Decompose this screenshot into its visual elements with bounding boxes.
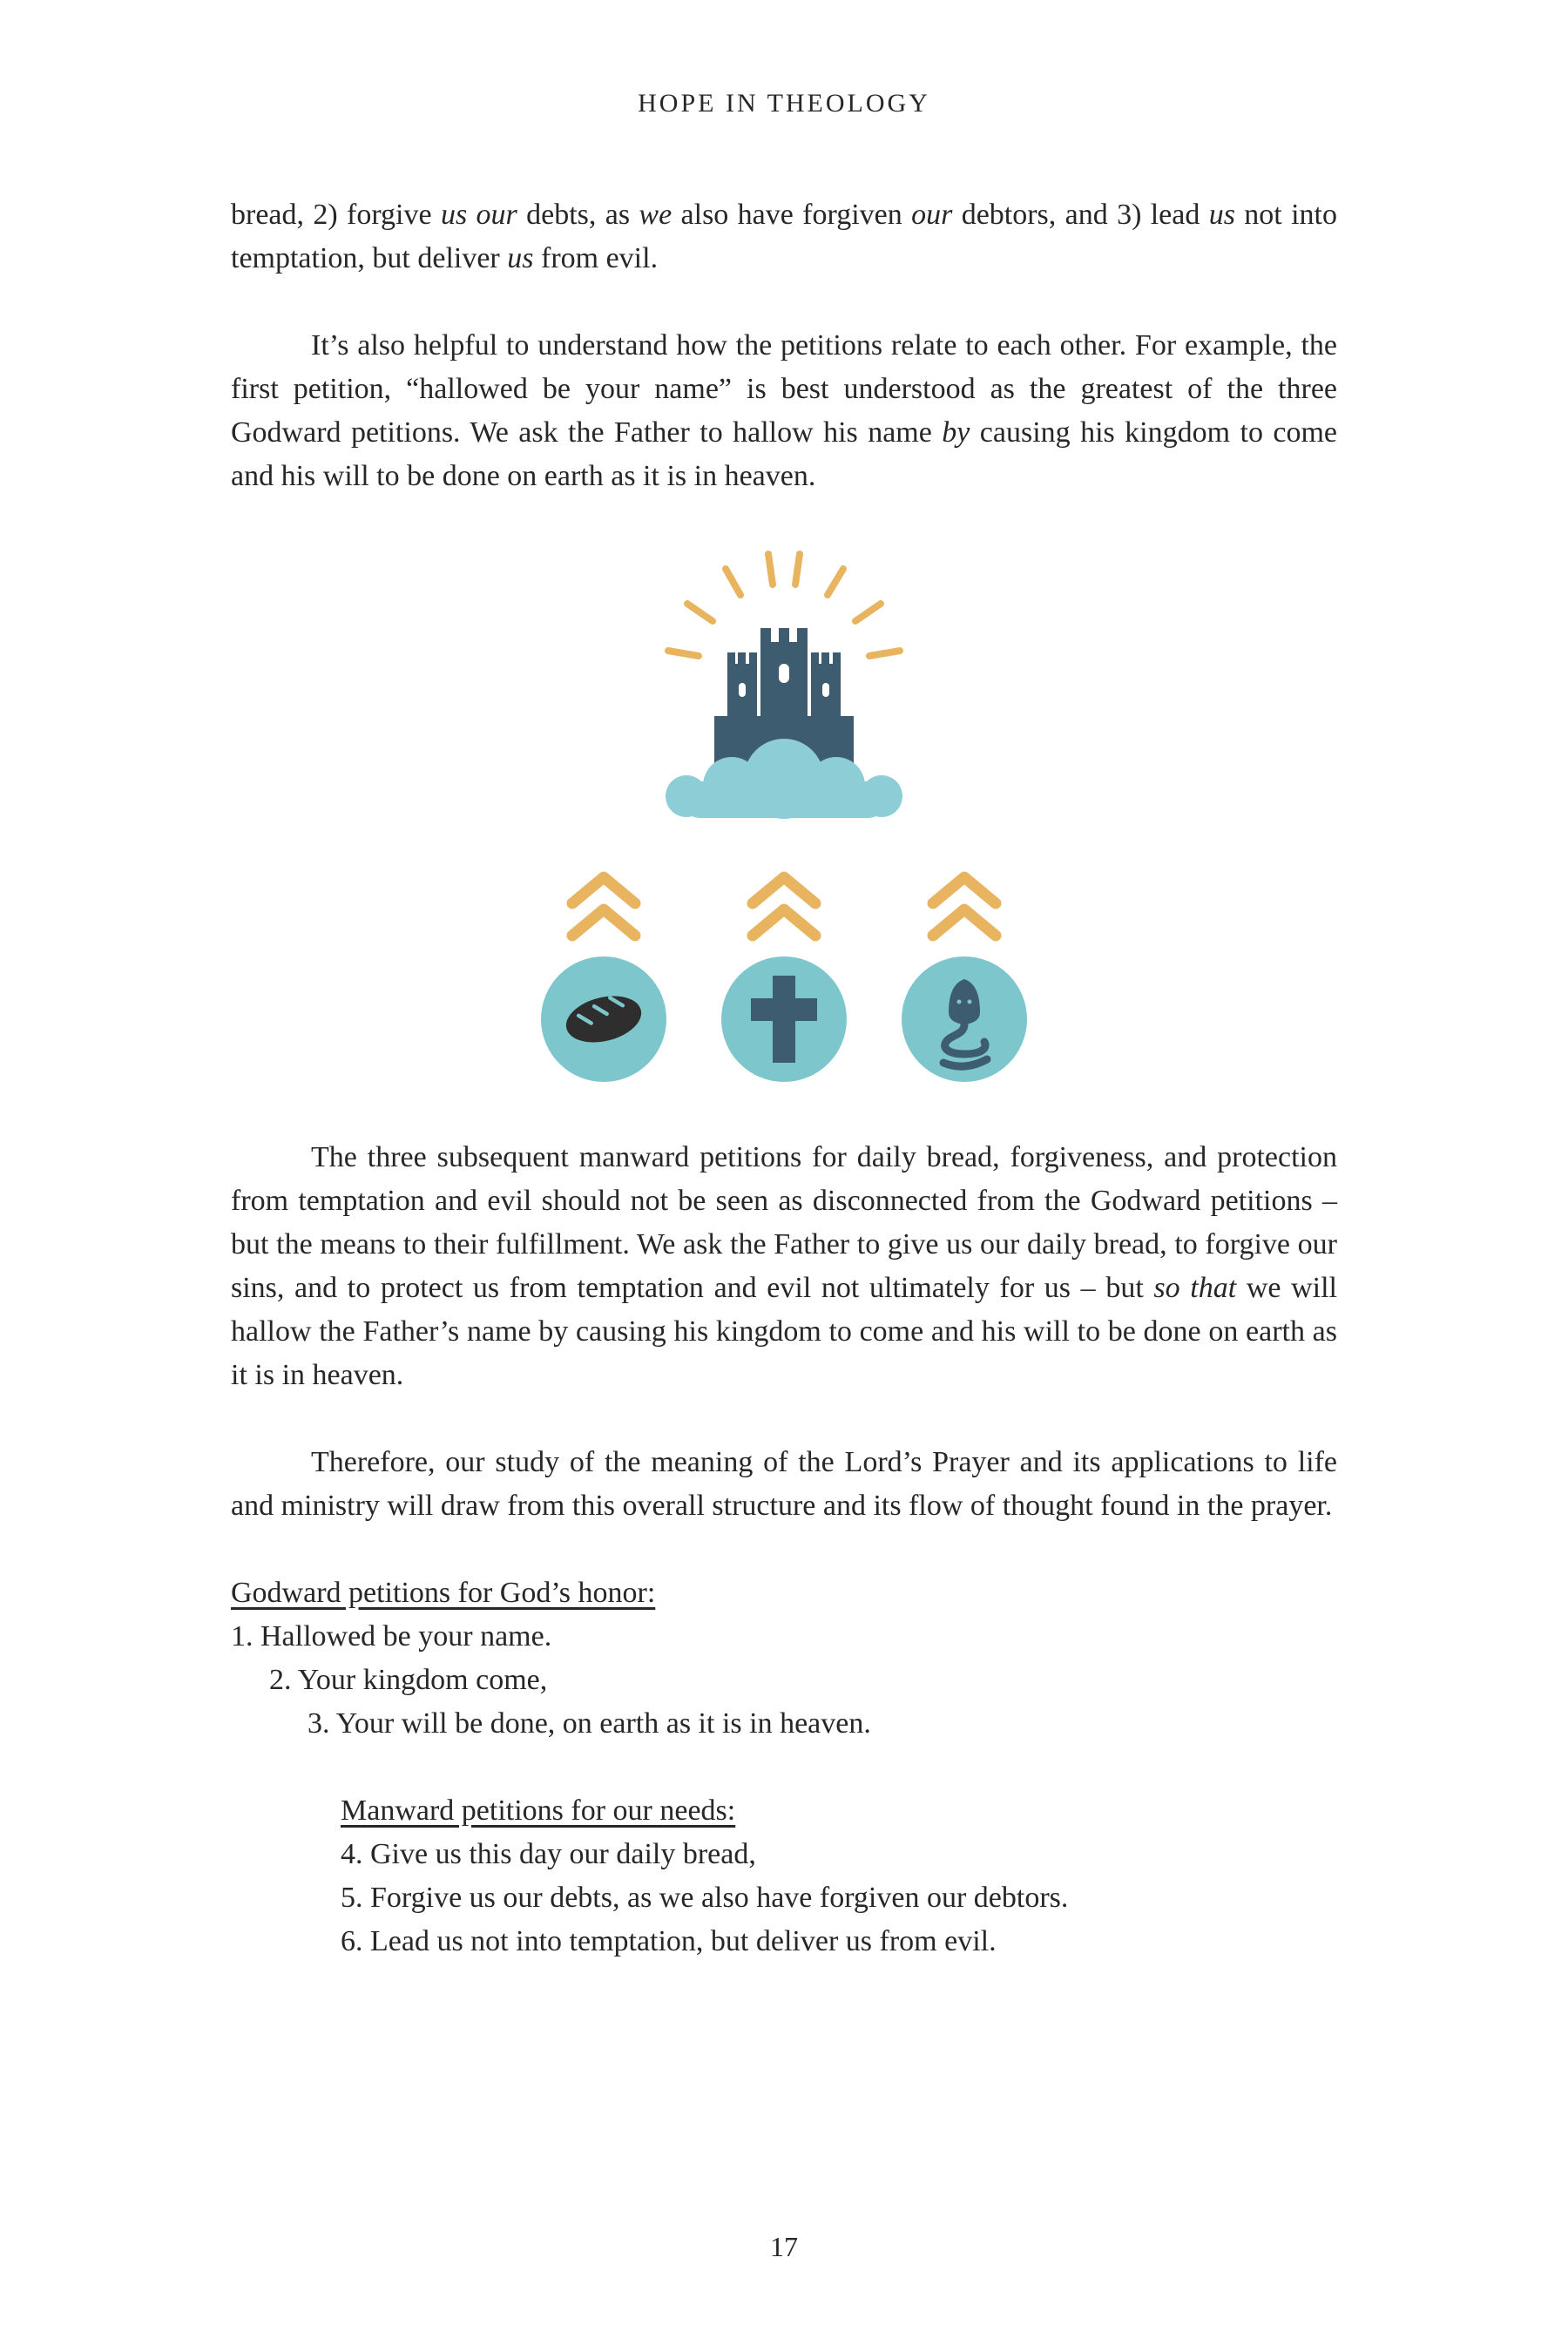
godward-list-heading: Godward petitions for God’s honor: [231,1577,656,1609]
cloud-icon [666,739,902,819]
running-header: HOPE IN THEOLOGY [638,89,930,118]
paragraph-therefore: Therefore, our study of the meaning of the Lord’s Prayer and its applications to life and ministry will draw from this overall structure and its flow of thought found in the prayer. [231,1446,1337,1522]
chevron-up-icon [933,877,996,936]
paragraph-manward-petitions: The three subsequent manward petitions for daily bread, forgiveness, and protection from temptation and evil should not be seen as disconnected from the Godward petitions – but the means to their fulfillment. We ask the Father to give us our daily bread, to forgive our sins, and to protect us from temptation and evil not ultimately for us – but so that we will hallow the Father’s name by causing his kingdom to come and his will to be done on earth as it is in heaven. [231,1141,1337,1391]
list-item: 1. Hallowed be your name. [231,1620,552,1652]
godward-petitions-list [231,1571,1337,1746]
manward-list-heading: Manward petitions for our needs: [341,1794,736,1827]
chevron-up-icon [572,877,635,936]
list-item: 2. Your kingdom come, [269,1664,548,1696]
list-item: 4. Give us this day our daily bread, [341,1838,756,1870]
illustration-svg [392,542,1176,1091]
manward-petitions-list [341,1789,1337,1963]
lords-prayer-illustration [231,542,1337,1091]
list-item: 6. Lead us not into temptation, but deliver us from evil. [341,1925,997,1957]
chevron-up-icons [572,877,996,936]
list-item: 5. Forgive us our debts, as we also have forgiven our debtors. [341,1882,1069,1914]
paragraph-continuation: bread, 2) forgive us our debts, as we also have forgiven our debtors, and 3) lead us not into temptation, but deliver us from evil. [231,199,1337,274]
chevron-up-icon [753,877,815,936]
list-item: 3. Your will be done, on earth as it is in heaven. [308,1707,871,1740]
paragraph-petitions-relate: It’s also helpful to understand how the petitions relate to each other. For example, the first petition, “hallowed be your name” is best understood as the greatest of the three Godward petitions. We ask the Father to hallow his name by causing his kingdom to come and his will to be done on earth as it is in heaven. [231,329,1337,492]
page-number: 17 [770,2231,798,2262]
